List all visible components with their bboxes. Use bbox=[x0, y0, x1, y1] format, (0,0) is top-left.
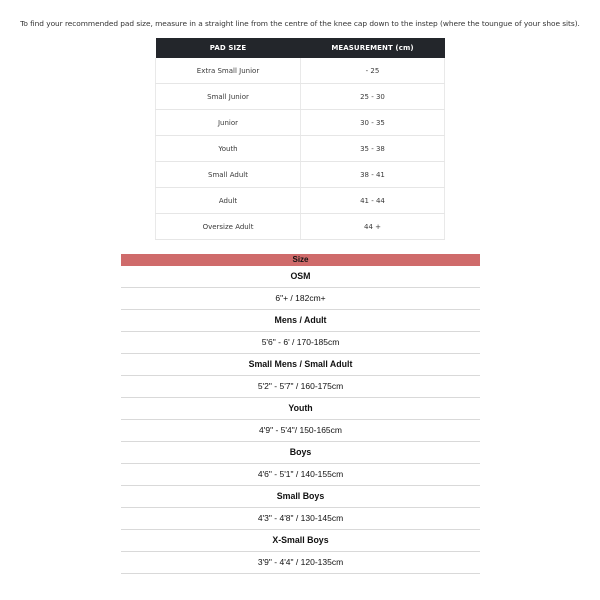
size-height-row: 5'2" - 5'7" / 160-175cm bbox=[121, 376, 480, 398]
size-label-row: Mens / Adult bbox=[121, 310, 480, 332]
measurement-cell: 44 + bbox=[301, 214, 445, 240]
table-row bbox=[156, 84, 445, 110]
size-height-row: 4'6" - 5'1" / 140-155cm bbox=[121, 464, 480, 486]
intro-text: To find your recommended pad size, measure in a straight line from the centre of the knee cap down to the instep (where the toungue of your shoe sits). bbox=[20, 19, 580, 28]
pad-size-column-header: PAD SIZE bbox=[156, 38, 301, 58]
measurement-cell: 41 - 44 bbox=[301, 188, 445, 214]
table-row bbox=[156, 136, 445, 162]
measurement-cell: 30 - 35 bbox=[301, 110, 445, 136]
size-label-row: Small Mens / Small Adult bbox=[121, 354, 480, 376]
table-row bbox=[156, 58, 445, 84]
measurement-cell: - 25 bbox=[301, 58, 445, 84]
table-row bbox=[156, 110, 445, 136]
size-label-row: Boys bbox=[121, 442, 480, 464]
pad-size-cell: Junior bbox=[156, 110, 301, 136]
pad-size-cell: Adult bbox=[156, 188, 301, 214]
measurement-cell: 35 - 38 bbox=[301, 136, 445, 162]
pad-size-table bbox=[155, 38, 445, 240]
measurement-cell: 25 - 30 bbox=[301, 84, 445, 110]
pad-size-cell: Small Adult bbox=[156, 162, 301, 188]
measurement-column-header: MEASUREMENT (cm) bbox=[301, 38, 445, 58]
size-height-row: 6"+ / 182cm+ bbox=[121, 288, 480, 310]
size-height-row: 5'6" - 6' / 170-185cm bbox=[121, 332, 480, 354]
size-label-row: X-Small Boys bbox=[121, 530, 480, 552]
table-row bbox=[156, 162, 445, 188]
size-label-row: OSM bbox=[121, 266, 480, 288]
pad-size-cell: Extra Small Junior bbox=[156, 58, 301, 84]
size-label-row: Youth bbox=[121, 398, 480, 420]
size-chart bbox=[121, 254, 480, 574]
measurement-cell: 38 - 41 bbox=[301, 162, 445, 188]
size-height-row: 4'9" - 5'4"/ 150-165cm bbox=[121, 420, 480, 442]
size-label-row: Small Boys bbox=[121, 486, 480, 508]
pad-size-cell: Small Junior bbox=[156, 84, 301, 110]
pad-table-header-row bbox=[156, 38, 445, 58]
pad-size-cell: Oversize Adult bbox=[156, 214, 301, 240]
table-row bbox=[156, 214, 445, 240]
size-height-row: 4'3" - 4'8" / 130-145cm bbox=[121, 508, 480, 530]
table-row bbox=[156, 188, 445, 214]
pad-size-cell: Youth bbox=[156, 136, 301, 162]
size-header: Size bbox=[121, 254, 480, 266]
size-height-row: 3'9" - 4'4" / 120-135cm bbox=[121, 552, 480, 574]
